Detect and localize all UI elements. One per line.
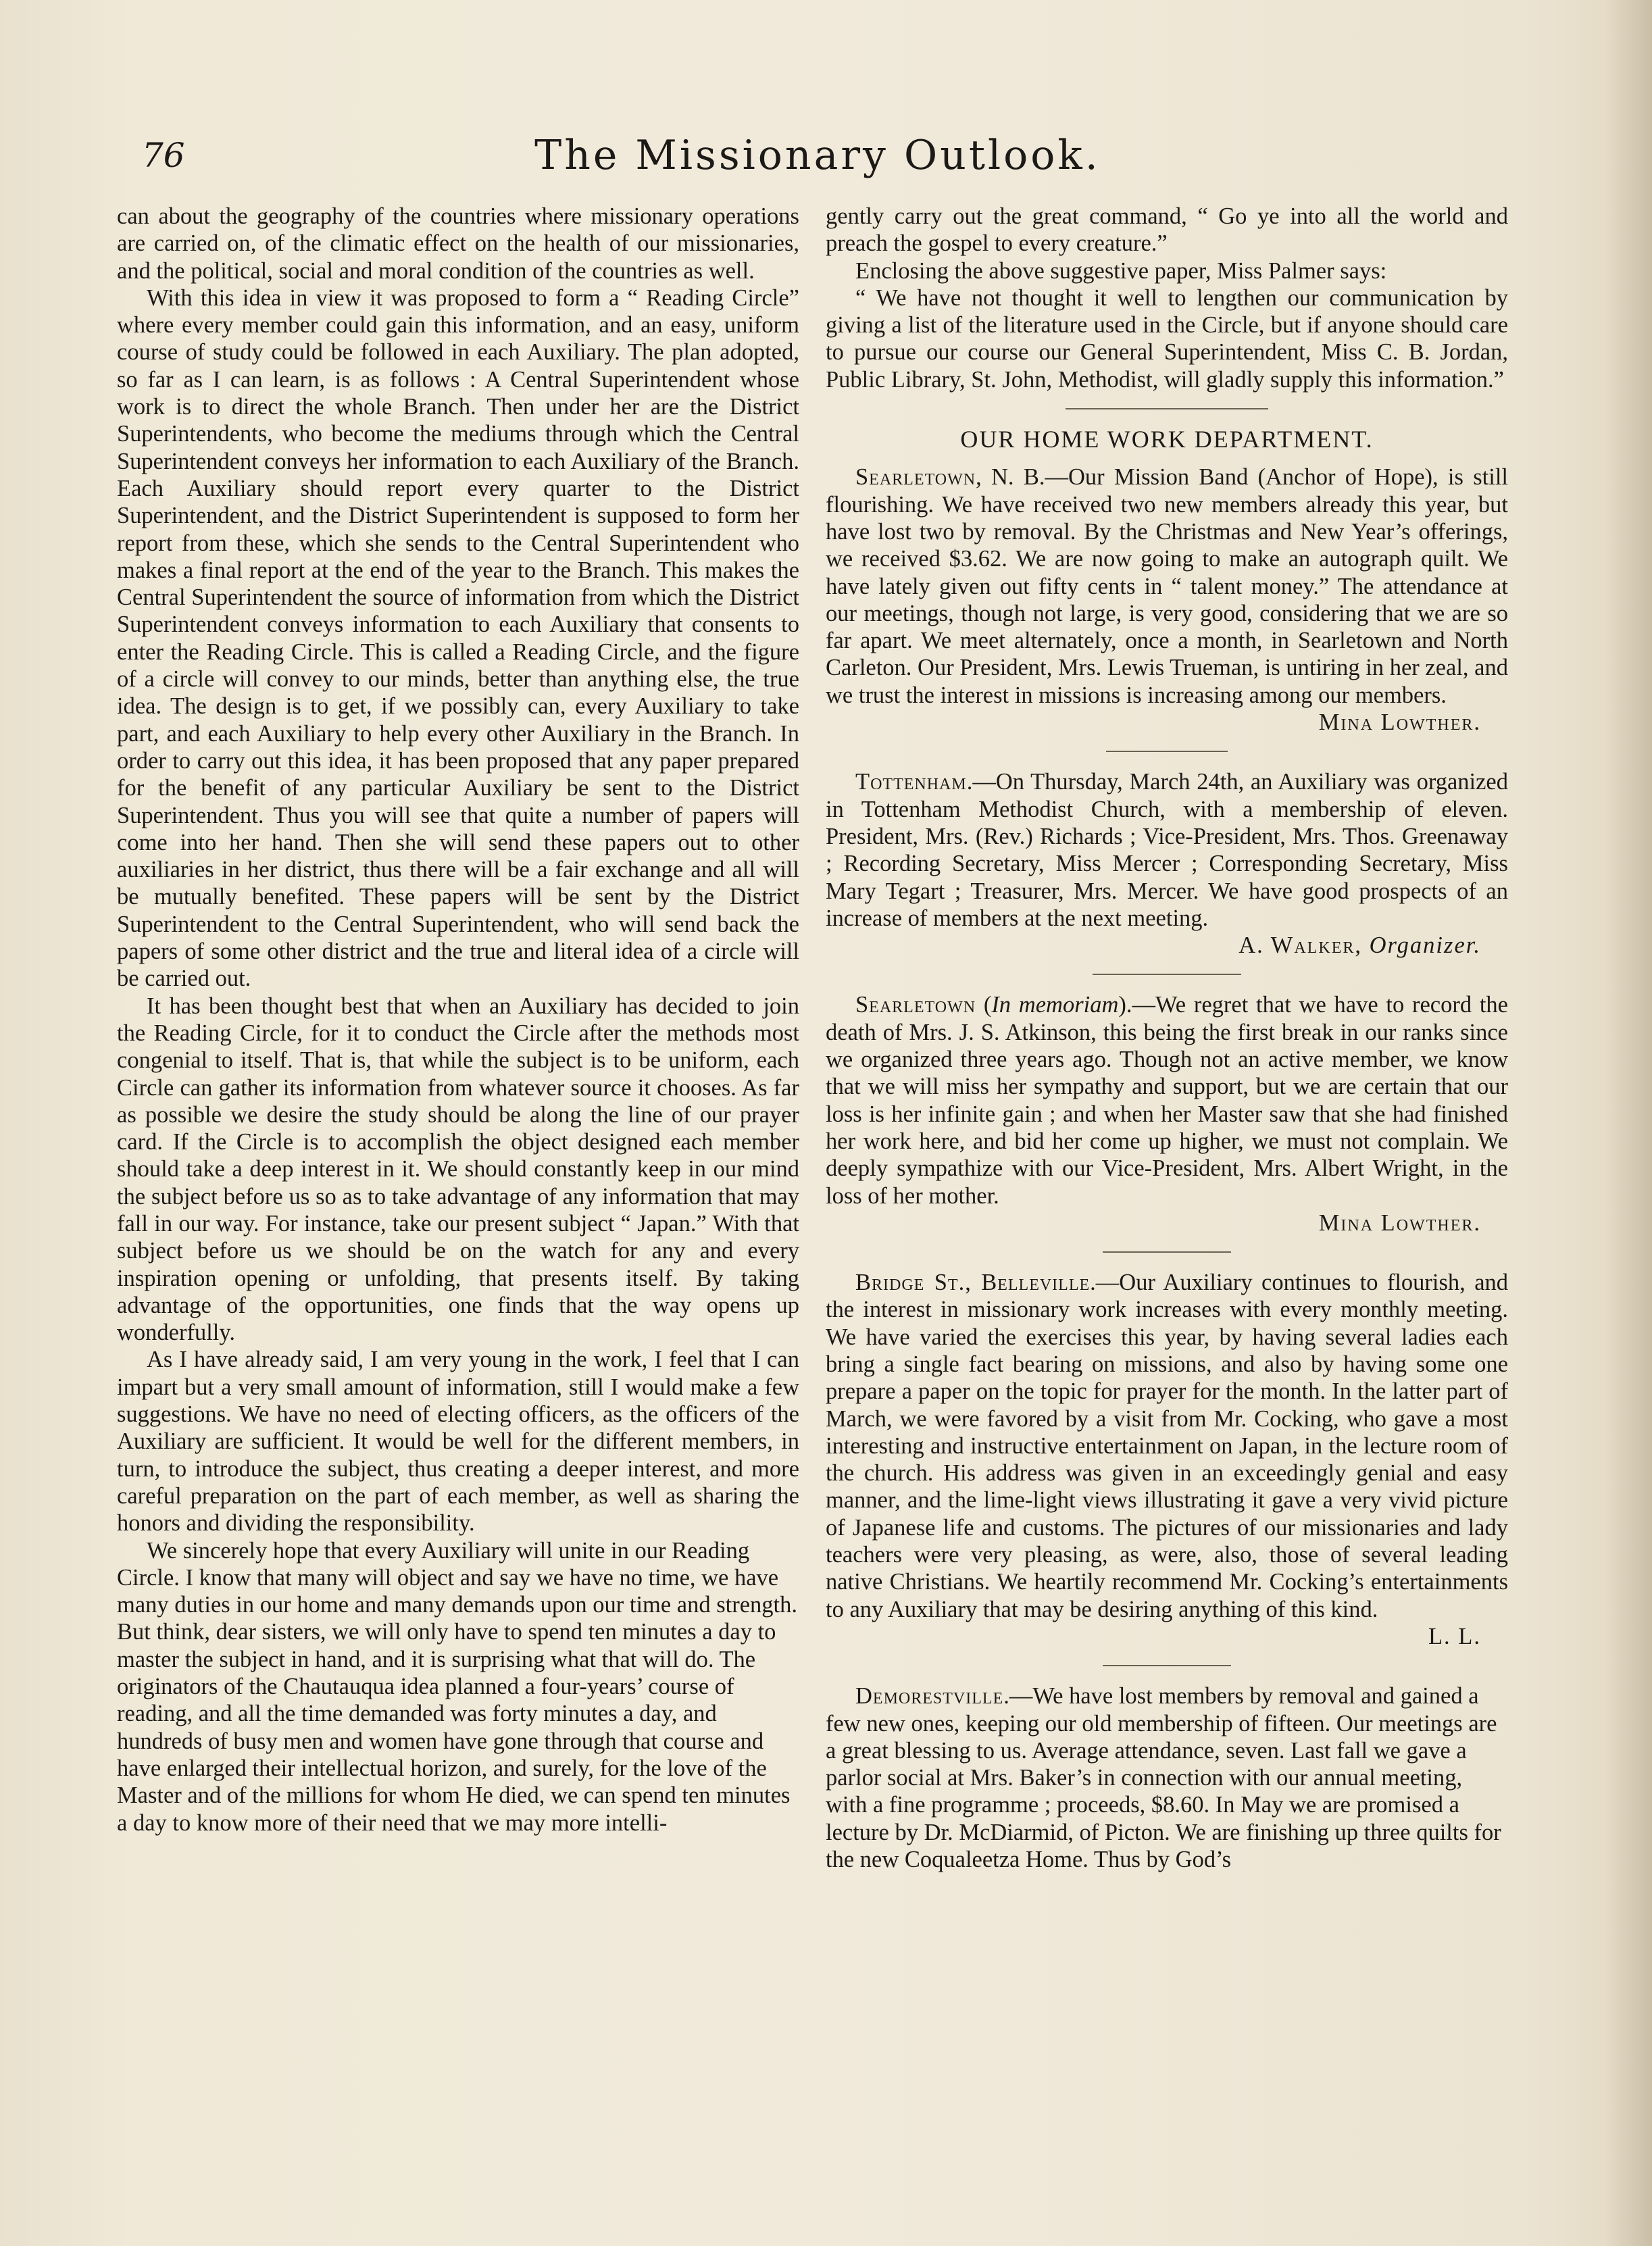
report-text-searletown: , N. B.—Our Mission Band (Anchor of Hope), is still flourishing. We have received two new members already this year, but have lost two by removal. By the Christmas and New Year’s offerings, we received $3.62. We are now going to make an autograph quilt. We have lately given out fifty cents in “ talent money.” The attendance at our meetings, though not large, is very good, considering that we are so far apart. We meet alternately, once a month, in Searletown and North Carleton. Our President, Mrs. Lewis Trueman, is untiring in her zeal, and we trust the interest in missions is increasing among our members. xyxy=(826,464,1508,708)
signature-role: Organizer. xyxy=(1369,932,1481,959)
left-paragraph-4: As I have already said, I am very young in the work, I feel that I can impart but a very small amount of information, still I would make a few suggestions. We have no need of electing officers, as the officers of the Auxiliary are sufficient. It would be well for the different members, in turn, to introduce the subject, thus creating a deeper interest, and more careful preparation on the part of each member, as well as sharing the honors and dividing the responsibility. xyxy=(117,1347,799,1537)
right-column xyxy=(826,203,1508,1873)
divider-rule xyxy=(1103,1665,1231,1666)
divider-rule xyxy=(1106,751,1228,752)
report-place-tottenham: Tottenham xyxy=(855,769,967,795)
report-text-belleville: .—Our Auxiliary continues to flourish, and the interest in missionary work increases with every monthly meeting. We have varied the exercises this year, by having several ladies each bring a single fact bearing on missions, and also by having some one prepare a paper on the topic for prayer for the month. In the latter part of March, we were favored by a visit from Mr. Cocking, who gave a most interesting and instructive entertainment on Japan, in the lecture room of the church. His address was given in an exceedingly genial and easy manner, and the lime-light views illustrating it gave a very vivid picture of Japanese life and customs. The pictures of our missionaries and lady teachers were very pleasing, as were, also, those of several leading native Christians. We heartily recommend Mr. Cocking’s entertainments to any Auxiliary that may be desiring anything of this kind. xyxy=(826,1270,1509,1622)
signature-name: A. Walker, xyxy=(1238,932,1362,959)
left-paragraph-3: It has been thought best that when an Auxiliary has decided to join the Reading Circle, for it to conduct the Circle after the methods most congenial to itself. That is, that while the subject is to be uniform, each Circle can gather its information from whatever source it chooses. As far as possible we desire the study should be along the line of our prayer card. If the Circle is to accomplish the object designed each member should take a deep interest in it. We should constantly keep in our mind the subject before us so as to take advantage of any information that may fall in our way. For instance, take our present subject “ Japan.” With that subject before us we should be on the watch for any and every inspiration opening or unfolding, that presents itself. By taking advantage of the opportunities, one finds that the way opens up wonderfully. xyxy=(117,993,799,1346)
left-paragraph-5: We sincerely hope that every Auxiliary will unite in our Reading Circle. I know that many will object and say we have no time, we have many duties in our home and many demands upon our time and strength. But think, dear sisters, we will only have to spend ten minutes a day to master the subject in hand, and it is surprising what that will do. The originators of the Chautauqua idea planned a four-years’ course of reading, and all the time demanded was forty minutes a day, and hundreds of busy men and women have gone through that course and have enlarged their intellectual horizon, and surely, for the love of the Master and of the millions for whom He died, we can spend ten minutes a day to know more of their need that we may more intelli- xyxy=(117,1537,798,1836)
signature-a-walker xyxy=(826,932,1508,959)
signature-l-l: L. L. xyxy=(1428,1623,1481,1649)
report-place-belleville: Bridge St., Belleville xyxy=(855,1270,1091,1296)
report-place-searletown-2: Searletown xyxy=(855,992,976,1018)
left-paragraph-2: With this idea in view it was proposed to form a “ Reading Circle” where every member could gain this information, and an easy, uniform course of study could be followed in each Auxiliary. The plan adopted, so far as I can learn, is as follows : A Central Superintendent whose work is to direct the whole Branch. Then under her are the District Superintendents, who become the mediums through which the Central Superintendent conveys her information to each Auxiliary of the Branch. Each Auxiliary should report every quarter to the District Superintendent, and the District Superintendent is supposed to form her report from these, which she sends to the Central Superintendent who makes a final report at the end of the year to the Branch. This makes the Central Superintendent the source of information from which the District Superintendent conveys information to each Auxiliary that consents to enter the Reading Circle. This is called a Reading Circle, and the figure of a circle will convey to our minds, better than anything else, the true idea. The design is to get, if we possibly can, every Auxiliary to take part, and each Auxiliary to help every other Auxiliary in the Branch. In order to carry out this idea, it has been proposed that any paper prepared for the benefit of any particular Auxiliary be sent to the District Superintendent. Thus you will see that quite a number of papers will come into her hand. Then she will send these papers out to other auxiliaries in her district, thus there will be a fair exchange and all will be mutually benefited. These papers will be sent by the District Superintendent to the Central Superintendent, who will send back the papers of some other district and the true and literal idea of a circle will be carried out. xyxy=(117,284,799,992)
report-text-demorestville: .—We have lost members by removal and gained a few new ones, keeping our old membership of fifteen. Our meetings are a great blessing to us. Average attendance, seven. Last fall we gave a parlor social at Mrs. Baker’s in connection with our annual meeting, with a fine programme ; proceeds, $8.60. In May we are promised a lecture by Dr. McDiarmid, of Picton. We are finishing up three quilts for the new Coqualeetza Home. Thus by God’s xyxy=(826,1683,1501,1873)
report-demorestville xyxy=(826,1682,1508,1873)
report-place-demorestville: Demorestville xyxy=(855,1683,1004,1710)
section-title: OUR HOME WORK DEPARTMENT. xyxy=(960,426,1374,453)
divider-rule xyxy=(1066,408,1268,409)
report-text-memoriam: .—We regret that we have to record the death of Mrs. J. S. Atkinson, this being the first break in our ranks since we organized three years ago. Though not an active member, we know that we will miss her sympathy and support, but we are certain that our loss is her infinite gain ; and when her Master saw that she had finished her work here, and bid her come up higher, we must not complain. We deeply sympathize with our Vice-President, Mrs. Albert Wright, in the loss of her mother. xyxy=(826,992,1508,1209)
report-searletown xyxy=(826,464,1508,709)
right-paragraph-2: Enclosing the above suggestive paper, Miss Palmer says: xyxy=(855,257,1387,284)
page-number: 76 xyxy=(142,136,185,175)
left-column xyxy=(117,203,799,1837)
report-tottenham xyxy=(826,768,1508,932)
page-edge-shadow xyxy=(1605,0,1652,2246)
divider-rule xyxy=(1103,1251,1231,1253)
left-paragraph-1: can about the geography of the countries where missionary operations are carried on, of the climatic effect on the health of our missionaries, and the political, social and moral condition of the countries as well. xyxy=(117,203,799,284)
right-paragraph-1: gently carry out the great command, “ Go ye into all the world and preach the gospel to every creature.” xyxy=(826,203,1508,257)
report-place-searletown: Searletown xyxy=(855,464,976,491)
report-searletown-memoriam: Searletown (In memoriam).—We regret that we have to record the death of Mrs. J. S. Atkinson, this being the first break in our ranks since we organized three years ago. Though not an active member, we know that we will miss her sympathy and support, but we are certain that our loss is her infinite gain ; and when her Master saw that she had finished her work here, and bid her come up higher, we must not complain. We deeply sympathize with our Vice-President, Mrs. Albert Wright, in the loss of her mother. xyxy=(826,992,1508,1209)
report-memoriam: In memoriam xyxy=(991,992,1119,1018)
signature-mina-lowther: Mina Lowther. xyxy=(1318,709,1481,736)
report-text-tottenham: .—On Thursday, March 24th, an Auxiliary was organized in Tottenham Methodist Church, with a membership of eleven. President, Mrs. (Rev.) Richards ; Vice-President, Mrs. Thos. Greenaway ; Recording Secretary, Miss Mercer ; Corresponding Secretary, Miss Mary Tegart ; Treasurer, Mrs. Mercer. We have good prospects of an increase of members at the next meeting. xyxy=(826,769,1508,931)
running-title: The Missionary Outlook. xyxy=(534,132,1101,179)
right-paragraph-3: “ We have not thought it well to lengthen our communication by giving a list of the literature used in the Circle, but if anyone should care to pursue our course our General Superintendent, Miss C. B. Jordan, Public Library, St. John, Methodist, will gladly supply this information.” xyxy=(826,284,1508,393)
signature-mina-lowther-2: Mina Lowther. xyxy=(1318,1209,1481,1236)
report-belleville xyxy=(826,1269,1508,1623)
page-header xyxy=(122,132,1513,186)
divider-rule xyxy=(1093,974,1241,975)
